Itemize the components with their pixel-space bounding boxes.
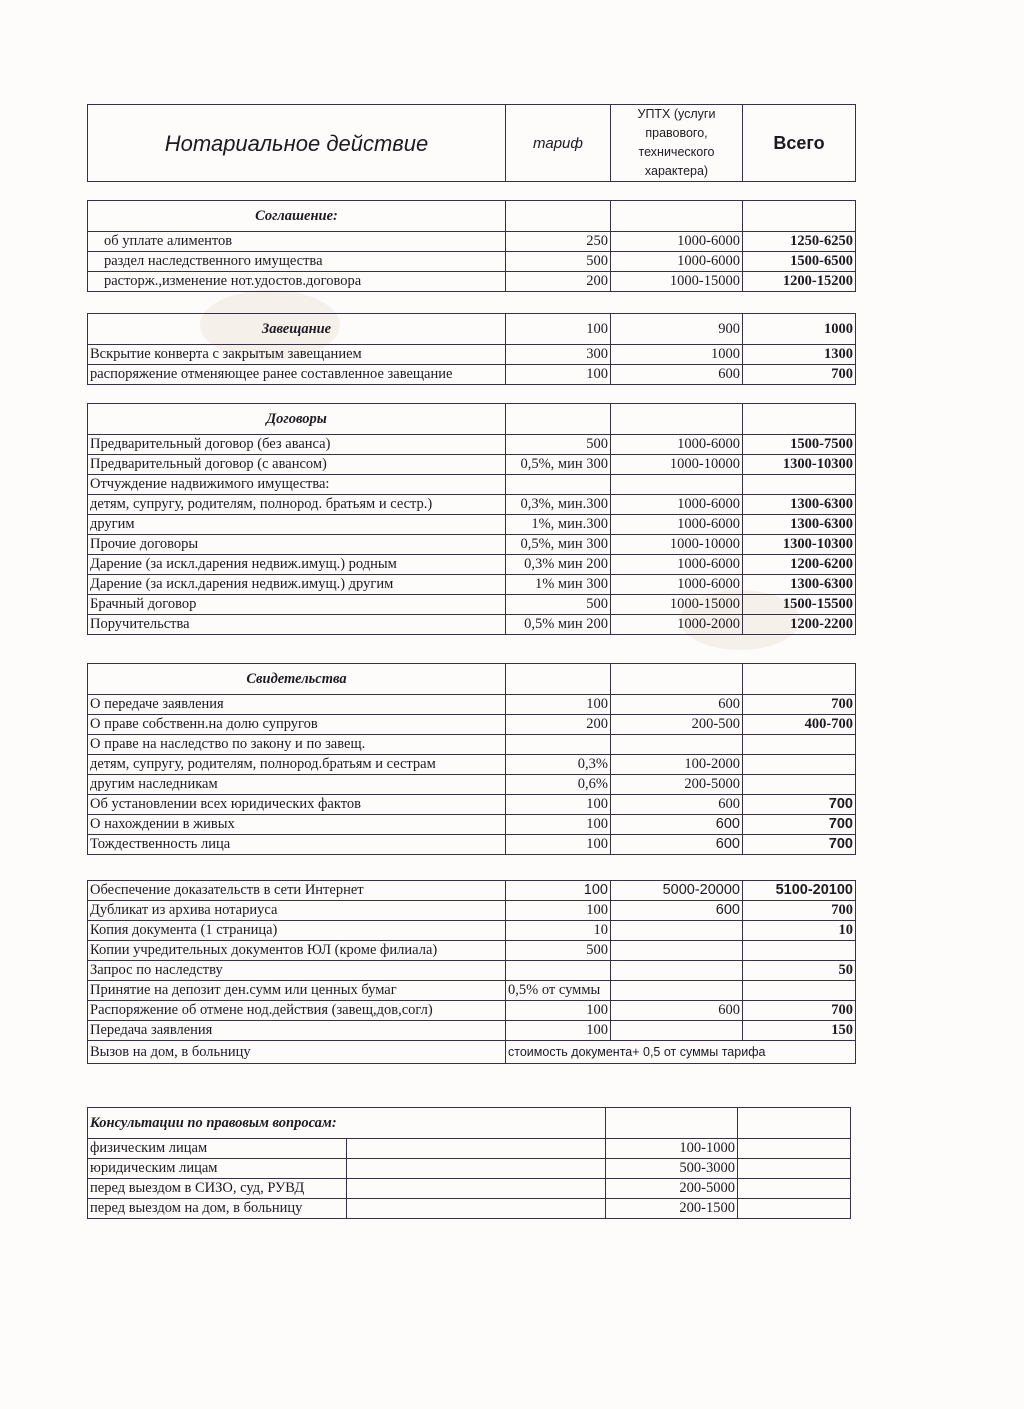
section-title: Соглашение:: [88, 201, 506, 232]
header-action: Нотариальное действие: [88, 105, 506, 182]
table-row: Отчуждение надвижимого имущества:: [88, 475, 856, 495]
table-row: юридическим лицам 500-3000: [88, 1159, 851, 1179]
table-row: О праве на наследство по закону и по завещ.: [88, 735, 856, 755]
header-table: [87, 104, 856, 182]
section-title: Договоры: [88, 404, 506, 435]
table-row: другим 1%, мин.300 1000-6000 1300-6300: [88, 515, 856, 535]
table-row: об уплате алиментов 250 1000-6000 1250-6250: [88, 232, 856, 252]
section-konsultacii: [87, 1107, 851, 1219]
table-row: распоряжение отменяющее ранее составленное завещание 100 600 700: [88, 365, 856, 385]
table-row: Предварительный договор (без аванса) 500 1000-6000 1500-7500: [88, 435, 856, 455]
table-row: Предварительный договор (с авансом) 0,5%, мин 300 1000-10000 1300-10300: [88, 455, 856, 475]
table-row: Копии учредительных документов ЮЛ (кроме филиала) 500: [88, 941, 856, 961]
table-row: Распоряжение об отмене нод.действия (завещ,дов,согл) 100 600 700: [88, 1001, 856, 1021]
table-row: Прочие договоры 0,5%, мин 300 1000-10000 1300-10300: [88, 535, 856, 555]
section-soglashenie: [87, 200, 856, 292]
table-row: Об установлении всех юридических фактов 100 600 700: [88, 795, 856, 815]
section-title: Свидетельства: [88, 664, 506, 695]
table-row: Передача заявления 100 150: [88, 1021, 856, 1041]
table-row: детям, супругу, родителям, полнород. братьям и сестр.) 0,3%, мин.300 1000-6000 1300-6300: [88, 495, 856, 515]
table-row: Дарение (за искл.дарения недвиж.имущ.) родным 0,3% мин 200 1000-6000 1200-6200: [88, 555, 856, 575]
table-row: детям, супругу, родителям, полнород.братьям и сестрам 0,3% 100-2000: [88, 755, 856, 775]
table-row: расторж.,изменение нот.удостов.договора 200 1000-15000 1200-15200: [88, 272, 856, 292]
table-row: Вскрытие конверта с закрытым завещанием 300 1000 1300: [88, 345, 856, 365]
table-row: Запрос по наследству 50: [88, 961, 856, 981]
table-row: перед выездом в СИЗО, суд, РУВД 200-5000: [88, 1179, 851, 1199]
table-row: физическим лицам 100-1000: [88, 1139, 851, 1159]
table-row: О праве собственн.на долю супругов 200 200-500 400-700: [88, 715, 856, 735]
header-tariff: тариф: [506, 105, 611, 182]
table-row: О нахождении в живых 100 600 700: [88, 815, 856, 835]
section-dogovory: [87, 403, 856, 635]
section-title: Консультации по правовым вопросам:: [88, 1108, 606, 1139]
section-zaveshanie: Завещание 100 900 1000 Вскрытие конверта с закрытым завещанием 300 1000 1300 распоряжение отменяющее ранее составленное завещание 100 600 700: [87, 313, 856, 385]
table-row: Брачный договор 500 1000-15000 1500-15500: [88, 595, 856, 615]
table-row: Обеспечение доказательств в сети Интернет 100 5000-20000 5100-20100: [88, 881, 856, 901]
table-row: Дубликат из архива нотариуса 100 600 700: [88, 901, 856, 921]
table-row: раздел наследственного имущества 500 1000-6000 1500-6500: [88, 252, 856, 272]
home-visit-row: Вызов на дом, в больницу стоимость документа+ 0,5 от суммы тарифа: [88, 1041, 856, 1064]
table-row: другим наследникам 0,6% 200-5000: [88, 775, 856, 795]
home-visit-note: стоимость документа+ 0,5 от суммы тарифа: [506, 1041, 856, 1064]
table-row: О передаче заявления 100 600 700: [88, 695, 856, 715]
table-row: Тождественность лица 100 600 700: [88, 835, 856, 855]
table-row: перед выездом на дом, в больницу 200-1500: [88, 1199, 851, 1219]
header-total: Всего: [743, 105, 856, 182]
table-row: Копия документа (1 страница) 10 10: [88, 921, 856, 941]
section-other: [87, 880, 856, 1064]
table-row: Поручительства 0,5% мин 200 1000-2000 1200-2200: [88, 615, 856, 635]
header-uptx: УПТХ (услуги правового, технического характера): [611, 105, 743, 182]
section-svidetelstva: [87, 663, 856, 855]
table-row: Дарение (за искл.дарения недвиж.имущ.) другим 1% мин 300 1000-6000 1300-6300: [88, 575, 856, 595]
table-row: Принятие на депозит ден.сумм или ценных бумаг 0,5% от суммы: [88, 981, 856, 1001]
section-title: Завещание: [88, 314, 506, 345]
